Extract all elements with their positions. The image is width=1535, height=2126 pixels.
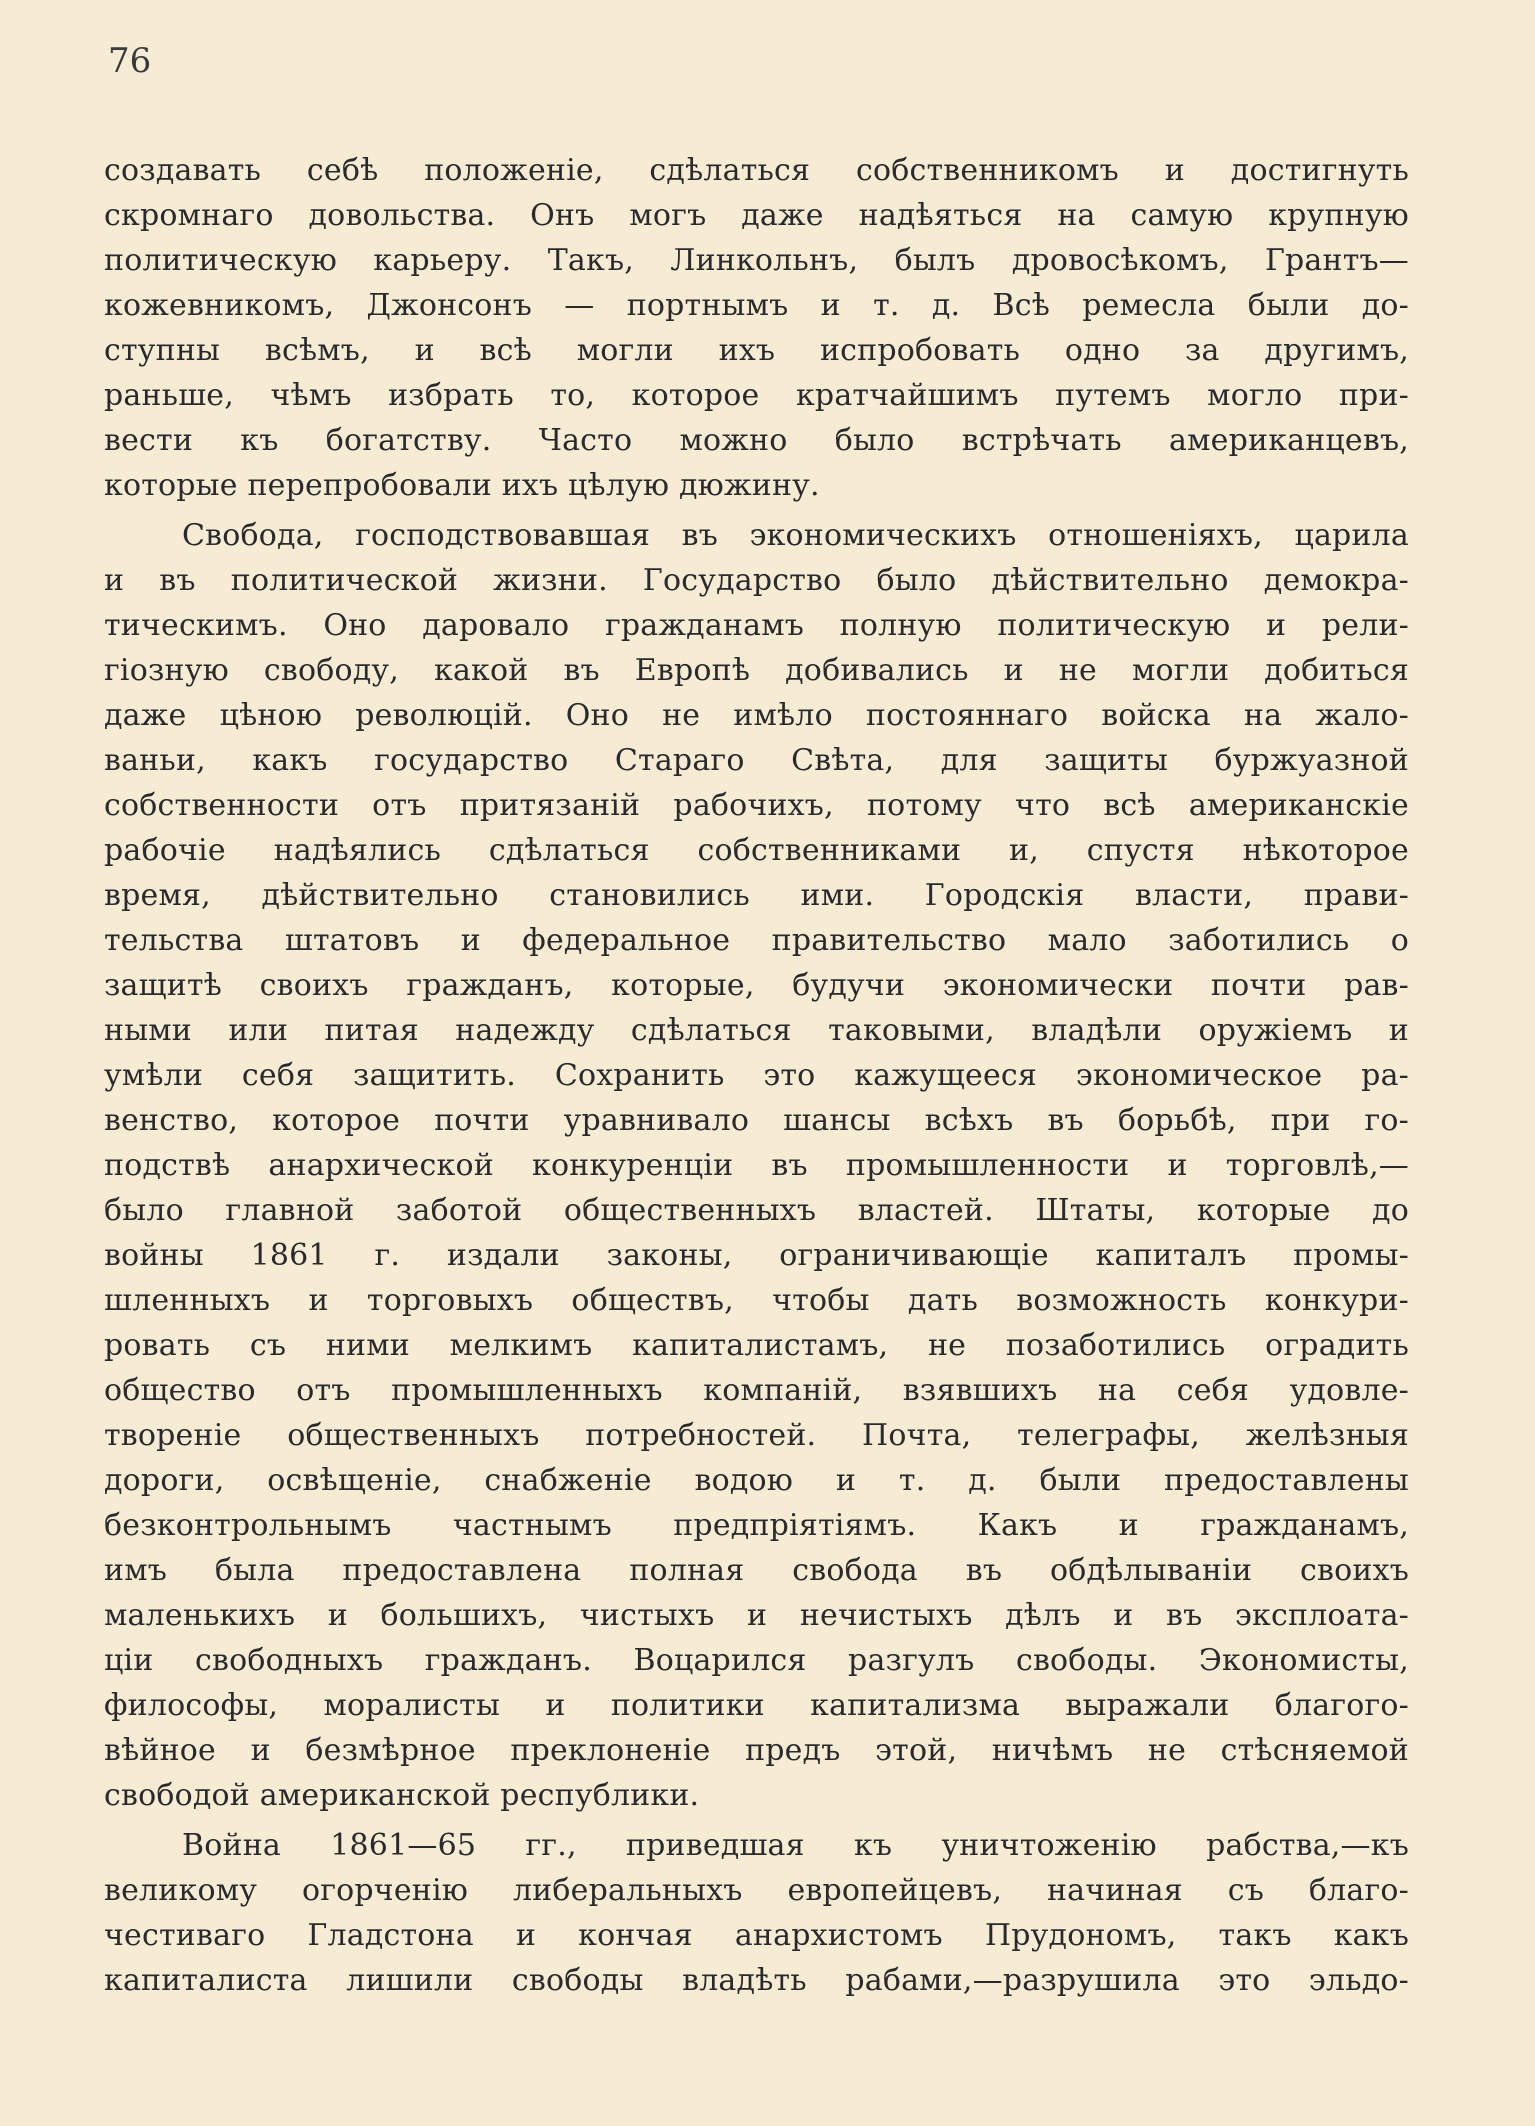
text-line: вѣйное и безмѣрное преклоненіе предъ этой, ничѣмъ не стѣсняемой — [104, 1733, 1409, 1768]
text-line: гіозную свободу, какой въ Европѣ добивались и не могли добиться — [104, 653, 1409, 688]
body-text — [104, 148, 1409, 2003]
text-line: собственности отъ притязаній рабочихъ, потому что всѣ американскіе — [104, 788, 1409, 823]
text-line: твореніе общественныхъ потребностей. Почта, телеграфы, желѣзныя — [104, 1418, 1409, 1453]
text-line: ціи свободныхъ гражданъ. Воцарился разгулъ свободы. Экономисты, — [104, 1643, 1409, 1678]
text-line: ваньи, какъ государство Стараго Свѣта, для защиты буржуазной — [104, 743, 1409, 778]
text-line: и въ политической жизни. Государство было дѣйствительно демокра- — [104, 563, 1409, 598]
text-line: было главной заботой общественныхъ властей. Штаты, которые до — [104, 1193, 1409, 1228]
text-line: которые перепробовали ихъ цѣлую дюжину. — [104, 468, 820, 503]
text-line: ровать съ ними мелкимъ капиталистамъ, не позаботились оградить — [104, 1328, 1409, 1363]
text-line: ными или питая надежду сдѣлаться таковыми, владѣли оружіемъ и — [104, 1013, 1409, 1048]
text-line: философы, моралисты и политики капитализма выражали благого- — [104, 1688, 1409, 1723]
paragraph-start-line: Война 1861—65 гг., приведшая къ уничтоженію рабства,—къ — [182, 1828, 1409, 1863]
text-line: вести къ богатству. Часто можно было встрѣчать американцевъ, — [104, 423, 1409, 458]
text-line: защитѣ своихъ гражданъ, которые, будучи экономически почти рав- — [104, 968, 1409, 1003]
text-line: маленькихъ и большихъ, чистыхъ и нечистыхъ дѣлъ и въ эксплоата- — [104, 1598, 1409, 1633]
text-line: тическимъ. Оно даровало гражданамъ полную политическую и рели- — [104, 608, 1409, 643]
text-line: безконтрольнымъ частнымъ предпріятіямъ. Какъ и гражданамъ, — [104, 1508, 1409, 1543]
text-line: раньше, чѣмъ избрать то, которое кратчайшимъ путемъ могло при- — [104, 378, 1409, 413]
page-number: 76 — [108, 41, 152, 81]
text-line: великому огорченію либеральныхъ европейцевъ, начиная съ благо- — [104, 1873, 1409, 1908]
text-line: свободой американской республики. — [104, 1778, 700, 1813]
text-line: скромнаго довольства. Онъ могъ даже надѣяться на самую крупную — [104, 198, 1409, 233]
text-line: кожевникомъ, Джонсонъ — портнымъ и т. д. Всѣ ремесла были до- — [104, 288, 1409, 323]
text-line: время, дѣйствительно становились ими. Городскія власти, прави- — [104, 878, 1409, 913]
text-line: тельства штатовъ и федеральное правительство мало заботились о — [104, 923, 1409, 958]
text-line: общество отъ промышленныхъ компаній, взявшихъ на себя удовле- — [104, 1373, 1409, 1408]
paragraph-start-line: Свобода, господствовавшая въ экономическихъ отношеніяхъ, царила — [182, 518, 1409, 553]
text-line: подствѣ анархической конкуренціи въ промышленности и торговлѣ,— — [104, 1148, 1409, 1183]
text-line: создавать себѣ положеніе, сдѣлаться собственникомъ и достигнуть — [104, 153, 1409, 188]
text-line: умѣли себя защитить. Сохранить это кажущееся экономическое ра- — [104, 1058, 1409, 1093]
text-line: шленныхъ и торговыхъ обществъ, чтобы дать возможность конкури- — [104, 1283, 1409, 1318]
text-line: венство, которое почти уравнивало шансы всѣхъ въ борьбѣ, при го- — [104, 1103, 1409, 1138]
text-line: честиваго Гладстона и кончая анархистомъ Прудономъ, такъ какъ — [104, 1918, 1409, 1953]
text-line: рабочіе надѣялись сдѣлаться собственниками и, спустя нѣкоторое — [104, 833, 1409, 868]
text-line: капиталиста лишили свободы владѣть рабами,—разрушила это эльдо- — [104, 1963, 1409, 1998]
text-line: ступны всѣмъ, и всѣ могли ихъ испробовать одно за другимъ, — [104, 333, 1409, 368]
text-line: политическую карьеру. Такъ, Линкольнъ, былъ дровосѣкомъ, Грантъ— — [104, 243, 1409, 278]
text-line: имъ была предоставлена полная свобода въ обдѣлываніи своихъ — [104, 1553, 1409, 1588]
text-line: даже цѣною революцій. Оно не имѣло постояннаго войска на жало- — [104, 698, 1409, 733]
text-line: войны 1861 г. издали законы, ограничивающіе капиталъ промы- — [104, 1238, 1409, 1273]
text-line: дороги, освѣщеніе, снабженіе водою и т. д. были предоставлены — [104, 1463, 1409, 1498]
